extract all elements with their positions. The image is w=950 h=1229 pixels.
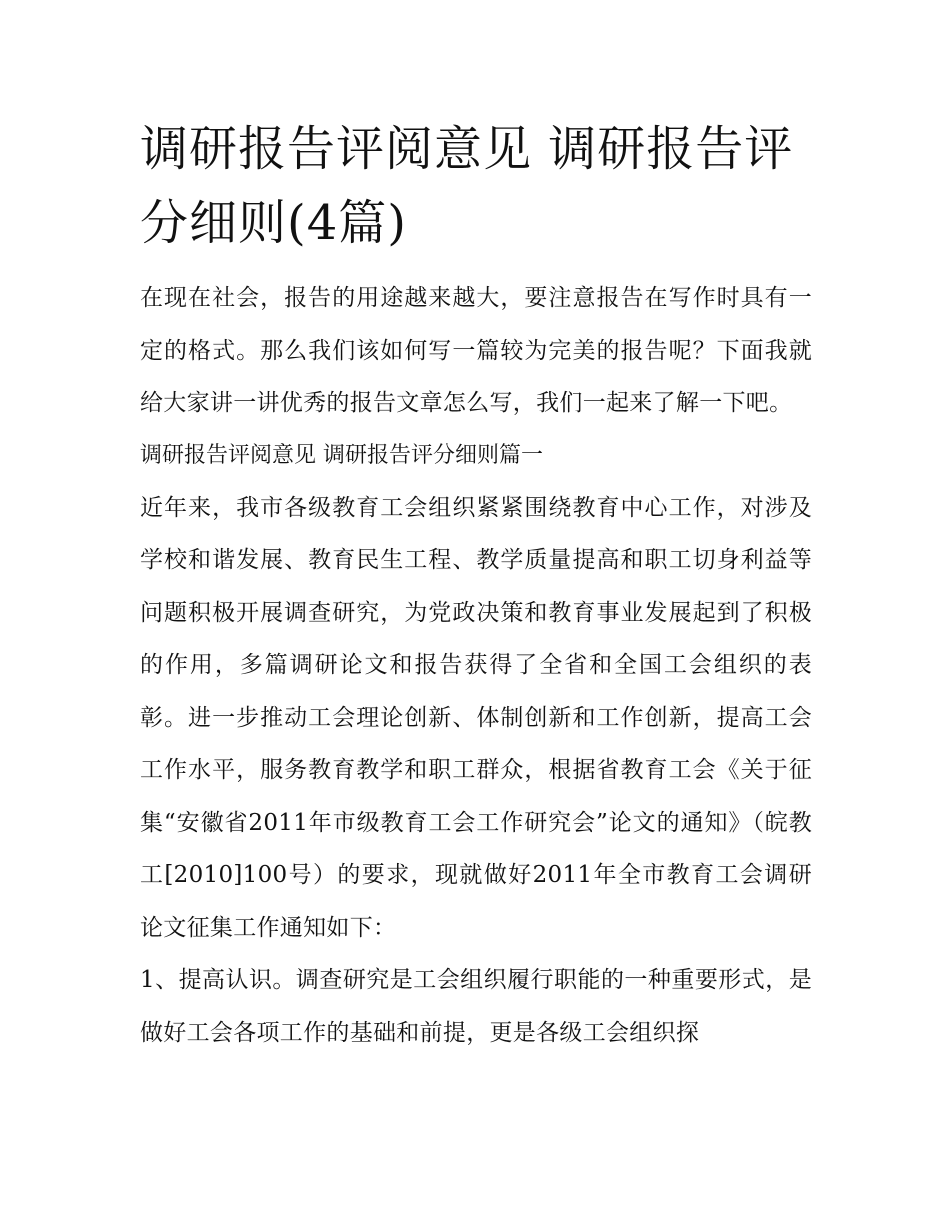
intro-paragraph: 在现在社会，报告的用途越来越大，要注意报告在写作时具有一定的格式。那么我们该如何写一篇较为完美的报告呢？下面我就给大家讲一讲优秀的报告文章怎么写，我们一起来了解一下吧。 [140,285,812,416]
body-paragraph: 近年来，我市各级教育工会组织紧紧围绕教育中心工作，对涉及学校和谐发展、教育民生工程、教学质量提高和职工切身利益等问题积极开展调查研究，为党政决策和教育事业发展起到了积极的作用，多篇调研论文和报告获得了全省和全国工会组织的表彰。进一步推动工会理论创新、体制创新和工作创新，提高工会工作水平，服务教育教学和职工群众，根据省教育工会《关于征集“安徽省2011年市级教育工会工作研究会”论文的通知》（皖教工[2010]100号）的要求，现就做好2011年全市教育工会调研论文征集工作通知如下： [140,494,812,941]
document-title: 调研报告评阅意见 调研报告评分细则(4篇) [140,121,794,251]
document-page [140,112,812,1059]
list-item-1: 1、提高认识。调查研究是工会组织履行职能的一种重要形式，是做好工会各项工作的基础和前提，更是各级工会组织探 [140,967,812,1046]
section-heading: 调研报告评阅意见 调研报告评分细则篇一 [140,442,543,468]
